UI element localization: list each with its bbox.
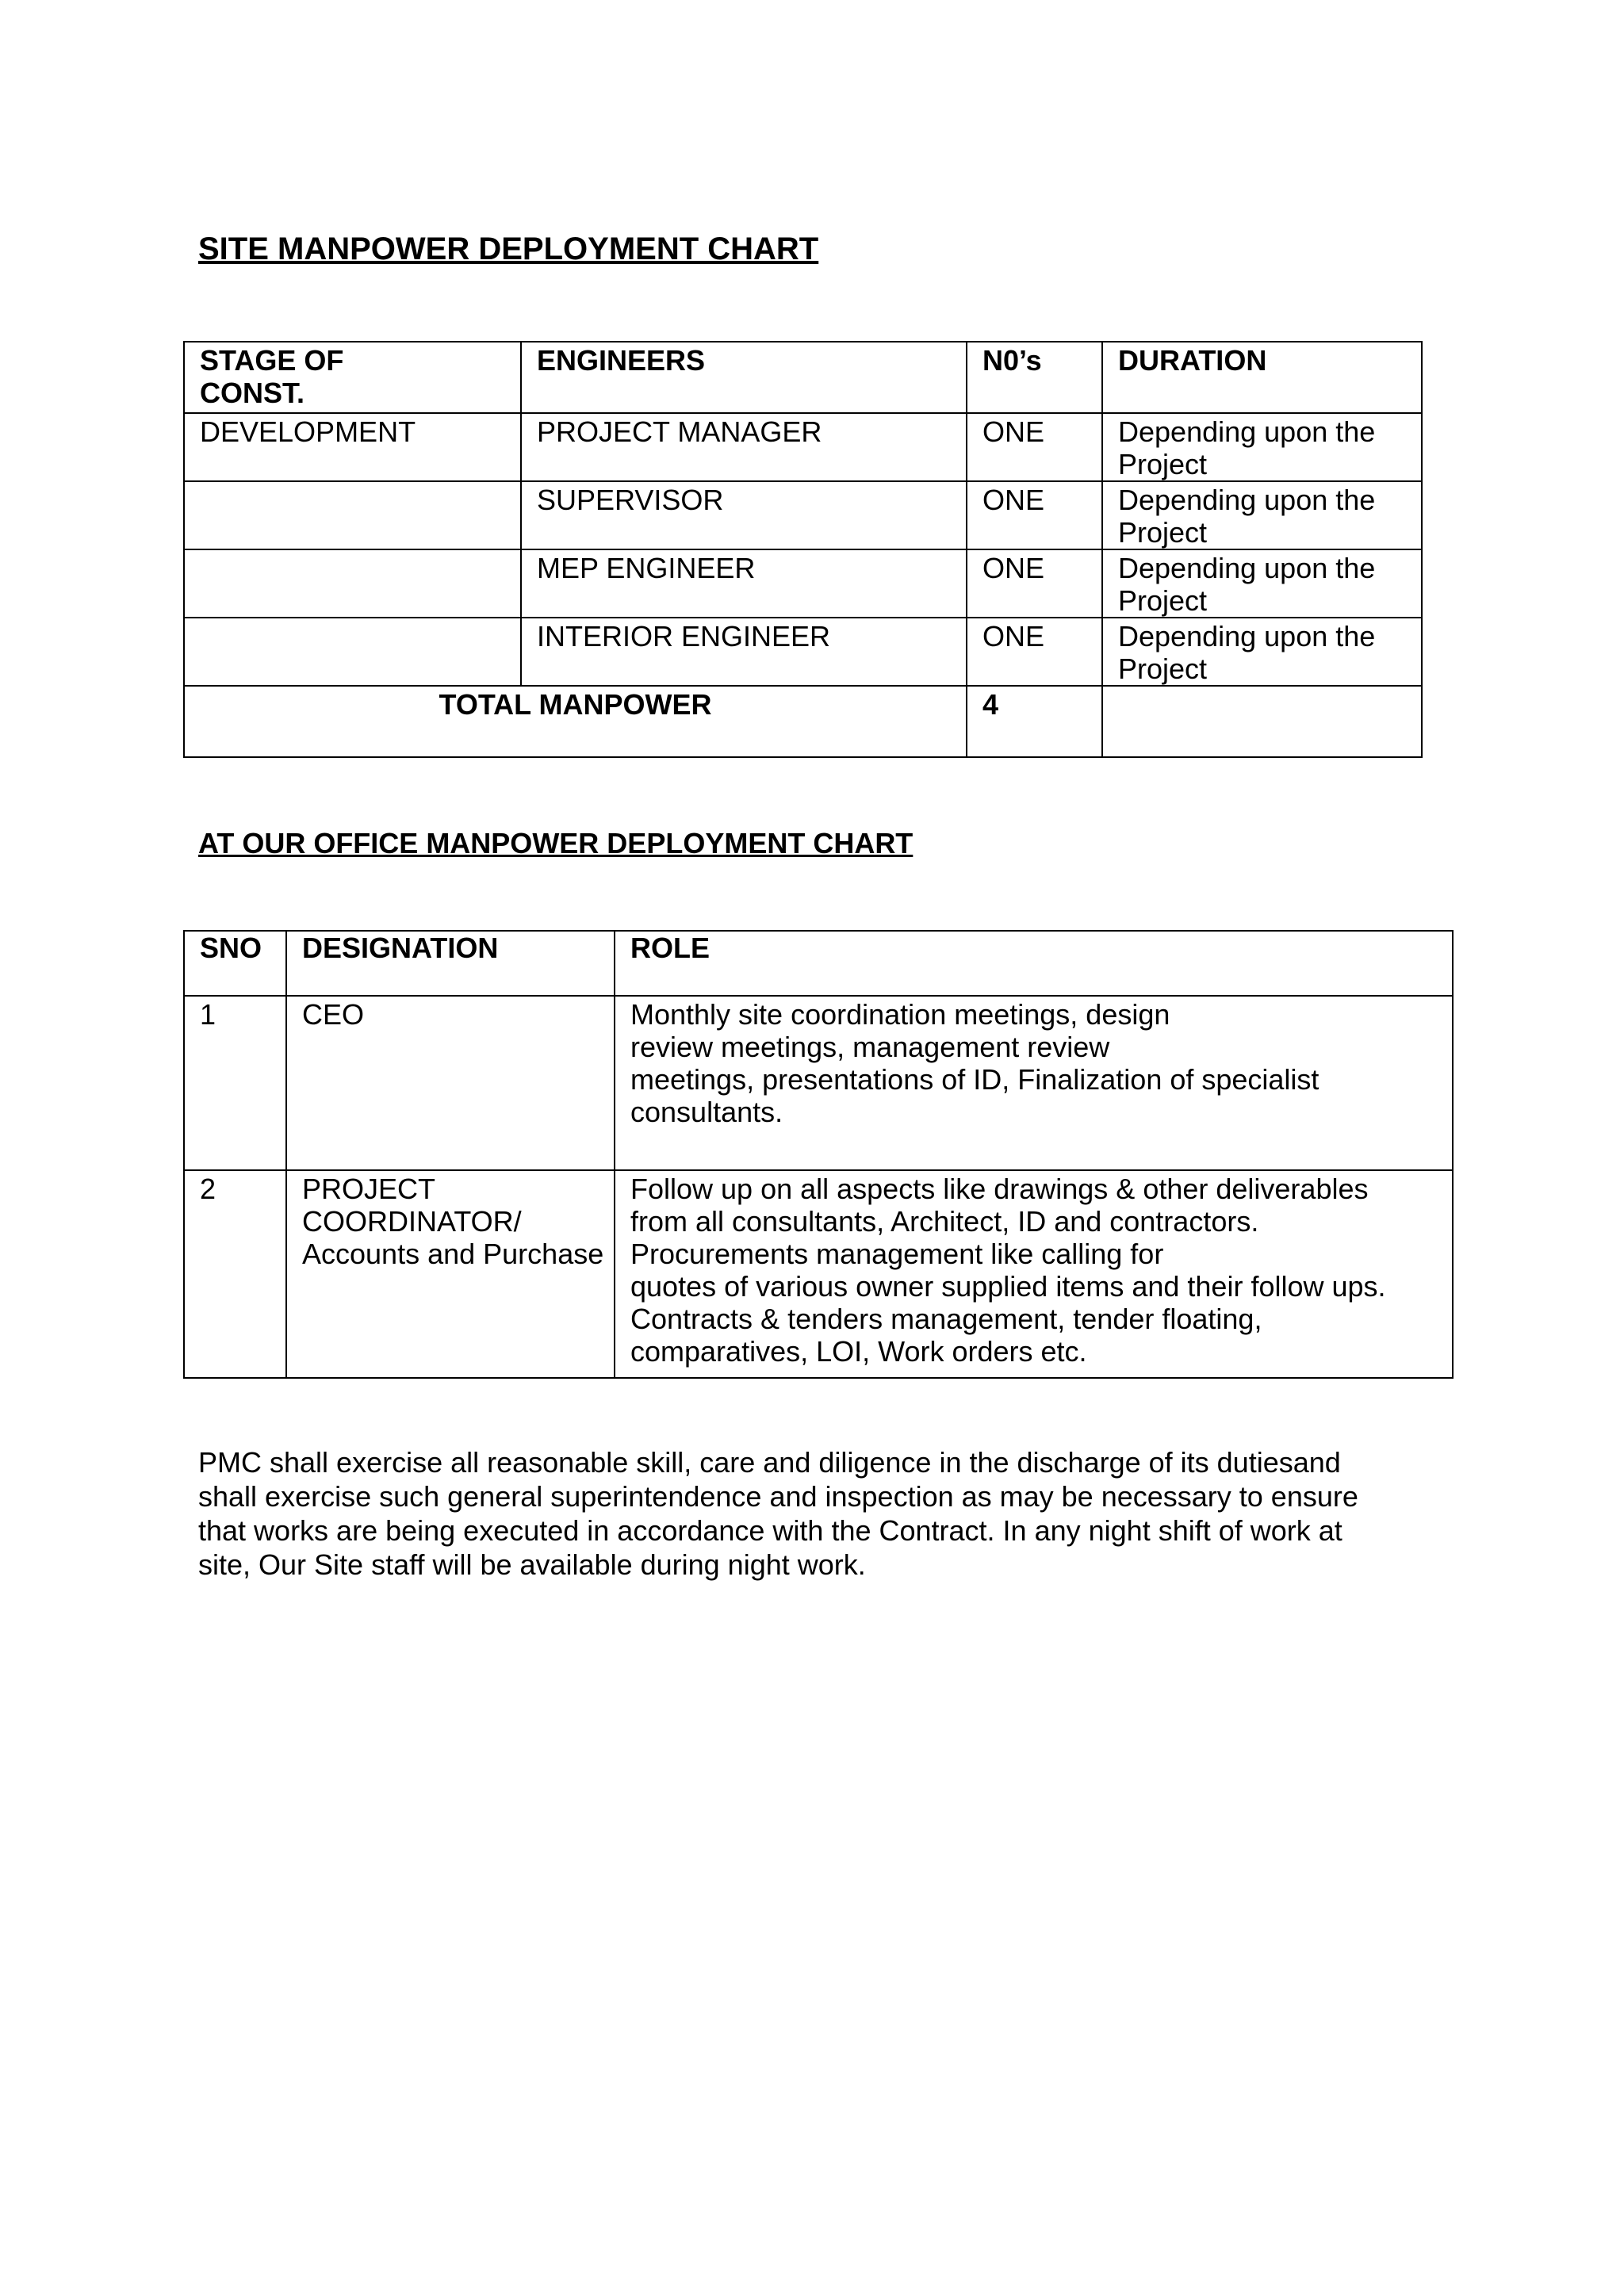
cell-duration: Depending upon the Project <box>1102 549 1422 618</box>
table-row <box>184 481 1422 549</box>
header-nos: N0’s <box>967 342 1102 413</box>
cell-nos: ONE <box>967 549 1102 618</box>
total-duration-empty <box>1102 686 1422 757</box>
office-manpower-table <box>183 930 1454 1379</box>
total-row <box>184 686 1422 757</box>
site-chart-title: SITE MANPOWER DEPLOYMENT CHART <box>198 232 819 266</box>
cell-engineer: MEP ENGINEER <box>521 549 967 618</box>
site-manpower-table <box>183 341 1423 758</box>
table-row <box>184 618 1422 686</box>
table-header-row <box>184 931 1453 996</box>
table-row <box>184 1170 1453 1378</box>
cell-duration: Depending upon the Project <box>1102 413 1422 481</box>
cell-stage <box>184 481 521 549</box>
cell-stage <box>184 618 521 686</box>
header-designation: DESIGNATION <box>286 931 615 996</box>
table-row <box>184 413 1422 481</box>
cell-engineer: SUPERVISOR <box>521 481 967 549</box>
cell-sno: 2 <box>184 1170 286 1378</box>
cell-designation: CEO <box>286 996 615 1170</box>
cell-engineer: INTERIOR ENGINEER <box>521 618 967 686</box>
cell-duration: Depending upon the Project <box>1102 481 1422 549</box>
header-duration: DURATION <box>1102 342 1422 413</box>
cell-role: Follow up on all aspects like drawings & other deliverables from all consultants, Architect, ID and contractors. Procurements management like calling for quotes of various owner supplied items and their follow ups. Contracts & tenders management, tender floating, comparatives, LOI, Work orders etc. <box>615 1170 1453 1378</box>
cell-engineer: PROJECT MANAGER <box>521 413 967 481</box>
total-value: 4 <box>967 686 1102 757</box>
cell-sno: 1 <box>184 996 286 1170</box>
header-role: ROLE <box>615 931 1453 996</box>
cell-role: Monthly site coordination meetings, design review meetings, management review meetings, presentations of ID, Finalization of specialist consultants. <box>615 996 1453 1170</box>
total-label: TOTAL MANPOWER <box>184 686 967 757</box>
table-header-row <box>184 342 1422 413</box>
header-stage: STAGE OF CONST. <box>184 342 521 413</box>
cell-stage: DEVELOPMENT <box>184 413 521 481</box>
cell-nos: ONE <box>967 618 1102 686</box>
closing-paragraph: PMC shall exercise all reasonable skill, care and diligence in the discharge of its dutiesand shall exercise such general superintendence and inspection as may be necessary to ensure that works are being executed in accordance with the Contract. In any night shift of work at site, Our Site staff will be available during night work. <box>198 1446 1358 1581</box>
table-row <box>184 549 1422 618</box>
cell-designation: PROJECT COORDINATOR/ Accounts and Purchase <box>286 1170 615 1378</box>
office-chart-title: AT OUR OFFICE MANPOWER DEPLOYMENT CHART <box>198 827 914 859</box>
header-sno: SNO <box>184 931 286 996</box>
table-row <box>184 996 1453 1170</box>
header-engineers: ENGINEERS <box>521 342 967 413</box>
cell-nos: ONE <box>967 481 1102 549</box>
cell-duration: Depending upon the Project <box>1102 618 1422 686</box>
cell-stage <box>184 549 521 618</box>
cell-nos: ONE <box>967 413 1102 481</box>
